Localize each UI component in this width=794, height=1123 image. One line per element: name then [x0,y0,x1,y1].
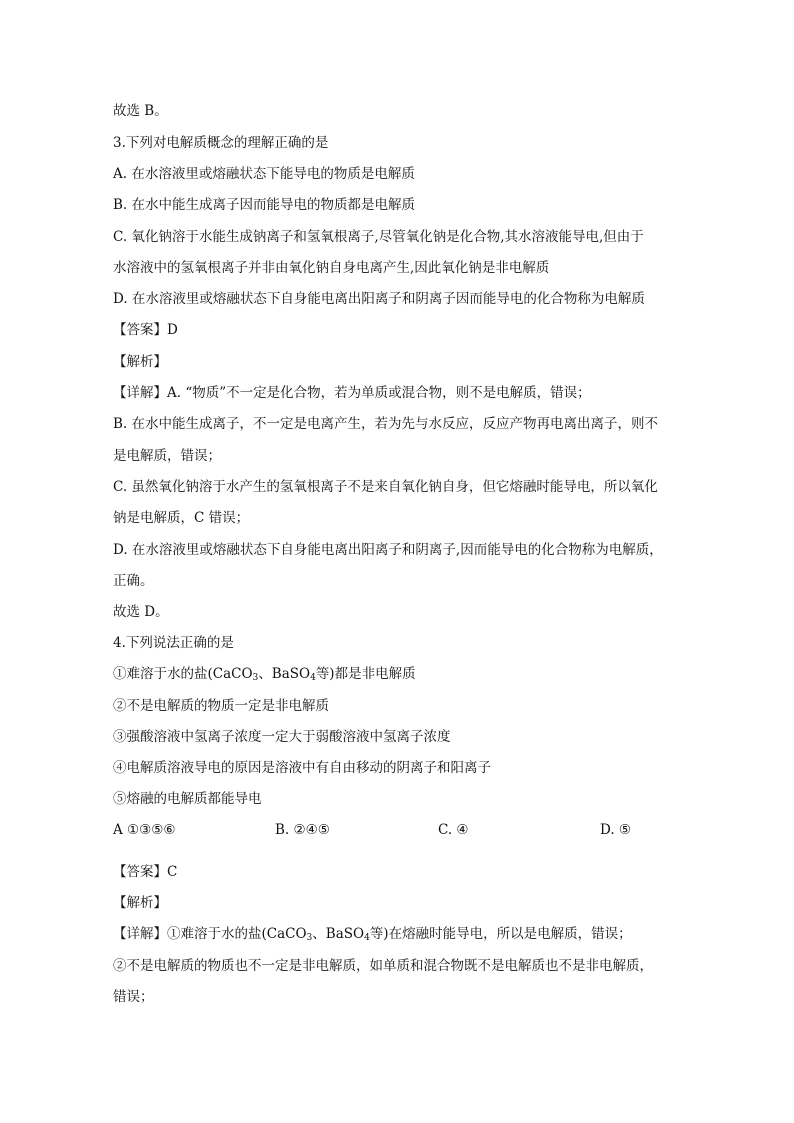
answer-label: 【答案】C [113,864,178,880]
detail-line: D. 在水溶液里或熔融状态下自身能电离出阳离子和阴离子,因而能导电的化合物称为电解质， [113,542,663,558]
detail-line: 【详解】A. “物质”不一定是化合物，若为单质或混合物，则不是电解质，错误； [113,385,591,401]
detail-line: 【详解】①难溶于水的盐(CaCO$_3$、BaSO$_4$等)在熔融时能导电，所以是电解质，错误； [113,926,632,943]
option-b: B. 在水中能生成离子因而能导电的物质都是电解质 [113,197,416,213]
question-3-title: 3.下列对电解质概念的理解正确的是 [113,135,329,151]
option-c-line1: C. 氧化钠溶于水能生成钠离子和氢氧根离子,尽管氧化钠是化合物,其水溶液能导电,但由于 [113,229,644,245]
option-b: B. ②④⑤ [275,822,330,838]
q4-item-1: ①难溶于水的盐(CaCO$_3$、BaSO$_4$等)都是非电解质 [113,666,416,683]
detail-line: C. 虽然氧化钠溶于水产生的氢氧根离子不是来自氧化钠自身，但它熔融时能导电，所以氧化 [113,479,658,495]
detail-line: 钠是电解质，C 错误； [113,510,250,526]
text-line: 故选 B。 [113,103,168,119]
detail-line: ②不是电解质的物质也不一定是非电解质，如单质和混合物既不是电解质也不是非电解质， [113,958,653,974]
question-4-title: 4.下列说法正确的是 [113,635,234,651]
answer-label: 【答案】D [113,322,178,338]
q4-item-5: ⑤熔融的电解质都能导电 [113,791,262,807]
option-d: D. ⑤ [600,822,632,838]
detail-line: 是电解质，错误； [113,448,221,464]
option-a: A. 在水溶液里或熔融状态下能导电的物质是电解质 [113,166,415,182]
analysis-label: 【解析】 [113,354,167,370]
detail-line: B. 在水中能生成离子，不一定是电离产生，若为先与水反应，反应产物再电离出离子，则不 [113,416,659,432]
analysis-label: 【解析】 [113,895,167,911]
conclusion-line: 故选 D。 [113,604,169,620]
q4-item-4: ④电解质溶液导电的原因是溶液中有自由移动的阴离子和阳离子 [113,760,491,776]
option-d: D. 在水溶液里或熔融状态下自身能电离出阳离子和阴离子因而能导电的化合物称为电解质 [113,291,645,307]
q4-item-3: ③强酸溶液中氢离子浓度一定大于弱酸溶液中氢离子浓度 [113,729,451,745]
option-a: A ①③⑤⑥ [113,822,176,838]
detail-line: 错误； [113,989,154,1005]
option-c: C. ④ [438,822,469,838]
q4-item-2: ②不是电解质的物质一定是非电解质 [113,698,329,714]
detail-line: 正确。 [113,573,154,589]
option-c-line2: 水溶液中的氢氧根离子并非由氧化钠自身电离产生,因此氧化钠是非电解质 [113,260,550,276]
